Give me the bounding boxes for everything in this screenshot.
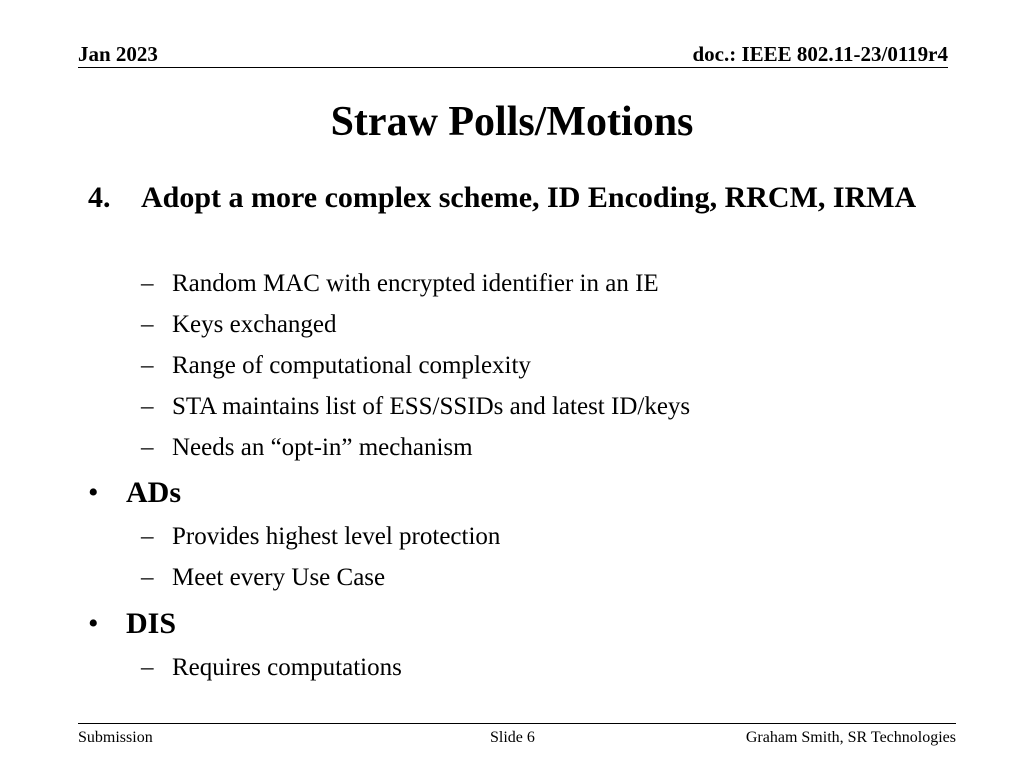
bullet-item-dis bbox=[88, 604, 176, 644]
sub-item-text: Needs an “opt-in” mechanism bbox=[172, 434, 473, 461]
dash-marker: – bbox=[141, 523, 154, 550]
slide-title: Straw Polls/Motions bbox=[330, 99, 694, 145]
sub-item bbox=[141, 432, 473, 464]
dash-marker: – bbox=[141, 270, 154, 297]
footer-slide-number: Slide 6 bbox=[490, 729, 535, 746]
header-doc-id: doc.: IEEE 802.11-23/0119r4 bbox=[692, 42, 948, 66]
sub-item bbox=[141, 652, 402, 684]
sub-item-text: Range of computational complexity bbox=[172, 352, 531, 379]
sub-item bbox=[141, 268, 659, 300]
bullet-item-ads bbox=[88, 473, 181, 513]
bullet-marker: • bbox=[88, 607, 99, 640]
footer-author: Graham Smith, SR Technologies bbox=[745, 729, 956, 746]
numbered-item-text: Adopt a more complex scheme, ID Encoding, RRCM, IRMA bbox=[141, 181, 917, 214]
dash-marker: – bbox=[141, 393, 154, 420]
sub-item bbox=[141, 309, 337, 341]
footer-divider bbox=[78, 723, 956, 724]
sub-item-text: Random MAC with encrypted identifier in an IE bbox=[172, 270, 659, 297]
numbered-item-marker: 4. bbox=[88, 181, 111, 214]
sub-item bbox=[141, 562, 385, 594]
dash-marker: – bbox=[141, 654, 154, 681]
footer-submission: Submission bbox=[78, 729, 153, 746]
dash-marker: – bbox=[141, 564, 154, 591]
bullet-item-text: ADs bbox=[126, 476, 182, 509]
bullet-marker: • bbox=[88, 476, 99, 509]
sub-item-text: Keys exchanged bbox=[172, 311, 337, 338]
sub-item-text: Provides highest level protection bbox=[172, 523, 501, 550]
sub-item bbox=[141, 521, 500, 553]
sub-item-text: Requires computations bbox=[172, 654, 402, 681]
dash-marker: – bbox=[141, 434, 154, 461]
header-date: Jan 2023 bbox=[78, 42, 158, 66]
sub-item-text: STA maintains list of ESS/SSIDs and latest ID/keys bbox=[172, 393, 691, 420]
sub-item bbox=[141, 391, 690, 423]
dash-marker: – bbox=[141, 352, 154, 379]
sub-item bbox=[141, 350, 531, 382]
sub-item-text: Meet every Use Case bbox=[172, 564, 386, 591]
dash-marker: – bbox=[141, 311, 154, 338]
bullet-item-text: DIS bbox=[126, 607, 177, 640]
